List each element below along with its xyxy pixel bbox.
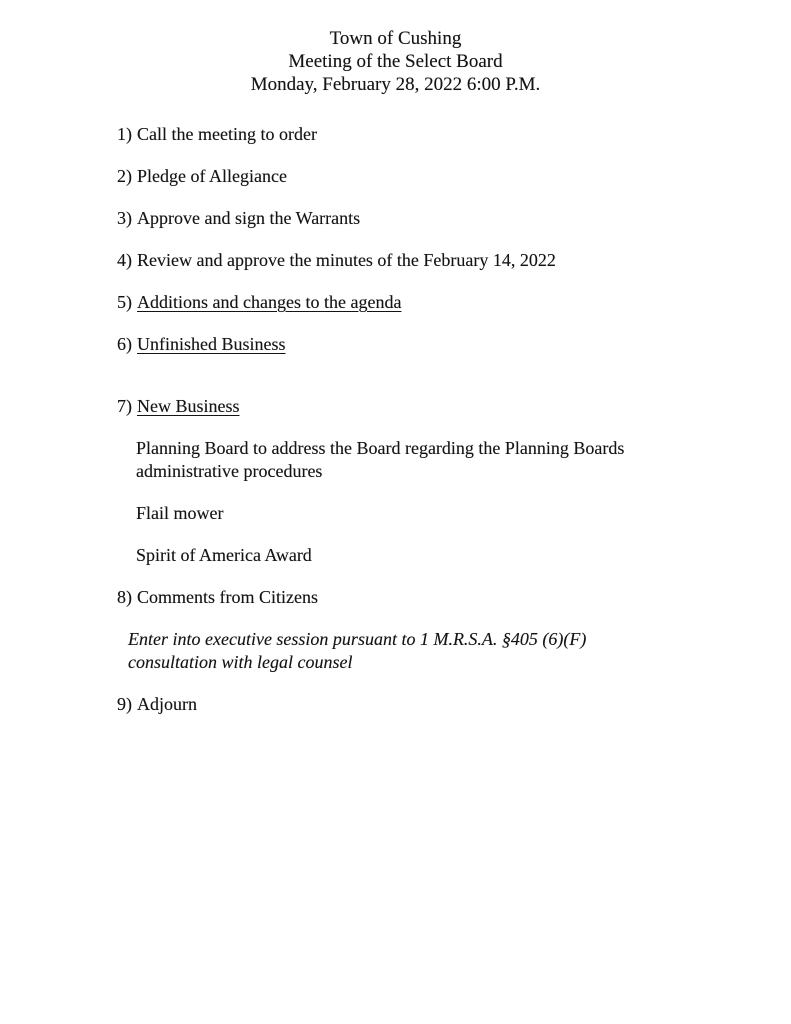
executive-session-note-line-1: Enter into executive session pursuant to 1 M.R.S.A. §405 (6)(F) — [128, 629, 587, 649]
executive-session-note-line-2: consultation with legal counsel — [128, 652, 353, 672]
new-business-item-planning-board — [136, 437, 641, 483]
new-business-item-planning-board-line-2: administrative procedures — [136, 461, 323, 481]
agenda-item-6-number: 6) — [117, 334, 132, 354]
agenda-item-7 — [117, 395, 731, 418]
new-business-item-planning-board-line-1: Planning Board to address the Board regarding the Planning Boards — [136, 438, 625, 458]
agenda-item-2-text: Pledge of Allegiance — [137, 166, 287, 186]
agenda-item-6 — [117, 333, 731, 356]
new-business-item-flail-mower-line-1: Flail mower — [136, 503, 224, 523]
doc-title: Town of Cushing — [329, 28, 462, 49]
agenda-item-5 — [117, 291, 731, 314]
agenda-item-9 — [117, 693, 731, 716]
agenda-item-2 — [117, 165, 731, 188]
agenda-item-8-number: 8) — [117, 587, 132, 607]
agenda-item-2-number: 2) — [117, 166, 132, 186]
agenda-item-1 — [117, 123, 731, 146]
agenda-item-4 — [117, 249, 731, 272]
agenda-item-8-text: Comments from Citizens — [137, 587, 318, 607]
agenda-item-4-text: Review and approve the minutes of the February 14, 2022 — [137, 250, 556, 270]
executive-session-note — [128, 628, 731, 674]
new-business-item-spirit-of-america — [136, 544, 641, 567]
agenda-item-8 — [117, 586, 731, 609]
new-business-item-spirit-of-america-line-1: Spirit of America Award — [136, 545, 312, 565]
agenda-list — [117, 123, 731, 716]
agenda-item-9-number: 9) — [117, 694, 132, 714]
agenda-item-6-text: Unfinished Business — [137, 334, 286, 354]
document-header — [0, 0, 791, 96]
agenda-item-7-text: New Business — [137, 396, 240, 416]
agenda-item-5-text: Additions and changes to the agenda — [137, 292, 402, 312]
agenda-item-7-number: 7) — [117, 396, 132, 416]
agenda-item-5-number: 5) — [117, 292, 132, 312]
agenda-item-1-number: 1) — [117, 124, 132, 144]
agenda-item-9-text: Adjourn — [137, 694, 197, 714]
agenda-item-3 — [117, 207, 731, 230]
doc-subtitle: Meeting of the Select Board — [288, 51, 503, 72]
new-business-item-flail-mower — [136, 502, 641, 525]
agenda-item-3-number: 3) — [117, 208, 132, 228]
agenda-item-1-text: Call the meeting to order — [137, 124, 317, 144]
doc-datetime: Monday, February 28, 2022 6:00 P.M. — [250, 74, 541, 95]
agenda-item-3-text: Approve and sign the Warrants — [137, 208, 361, 228]
agenda-item-4-number: 4) — [117, 250, 132, 270]
